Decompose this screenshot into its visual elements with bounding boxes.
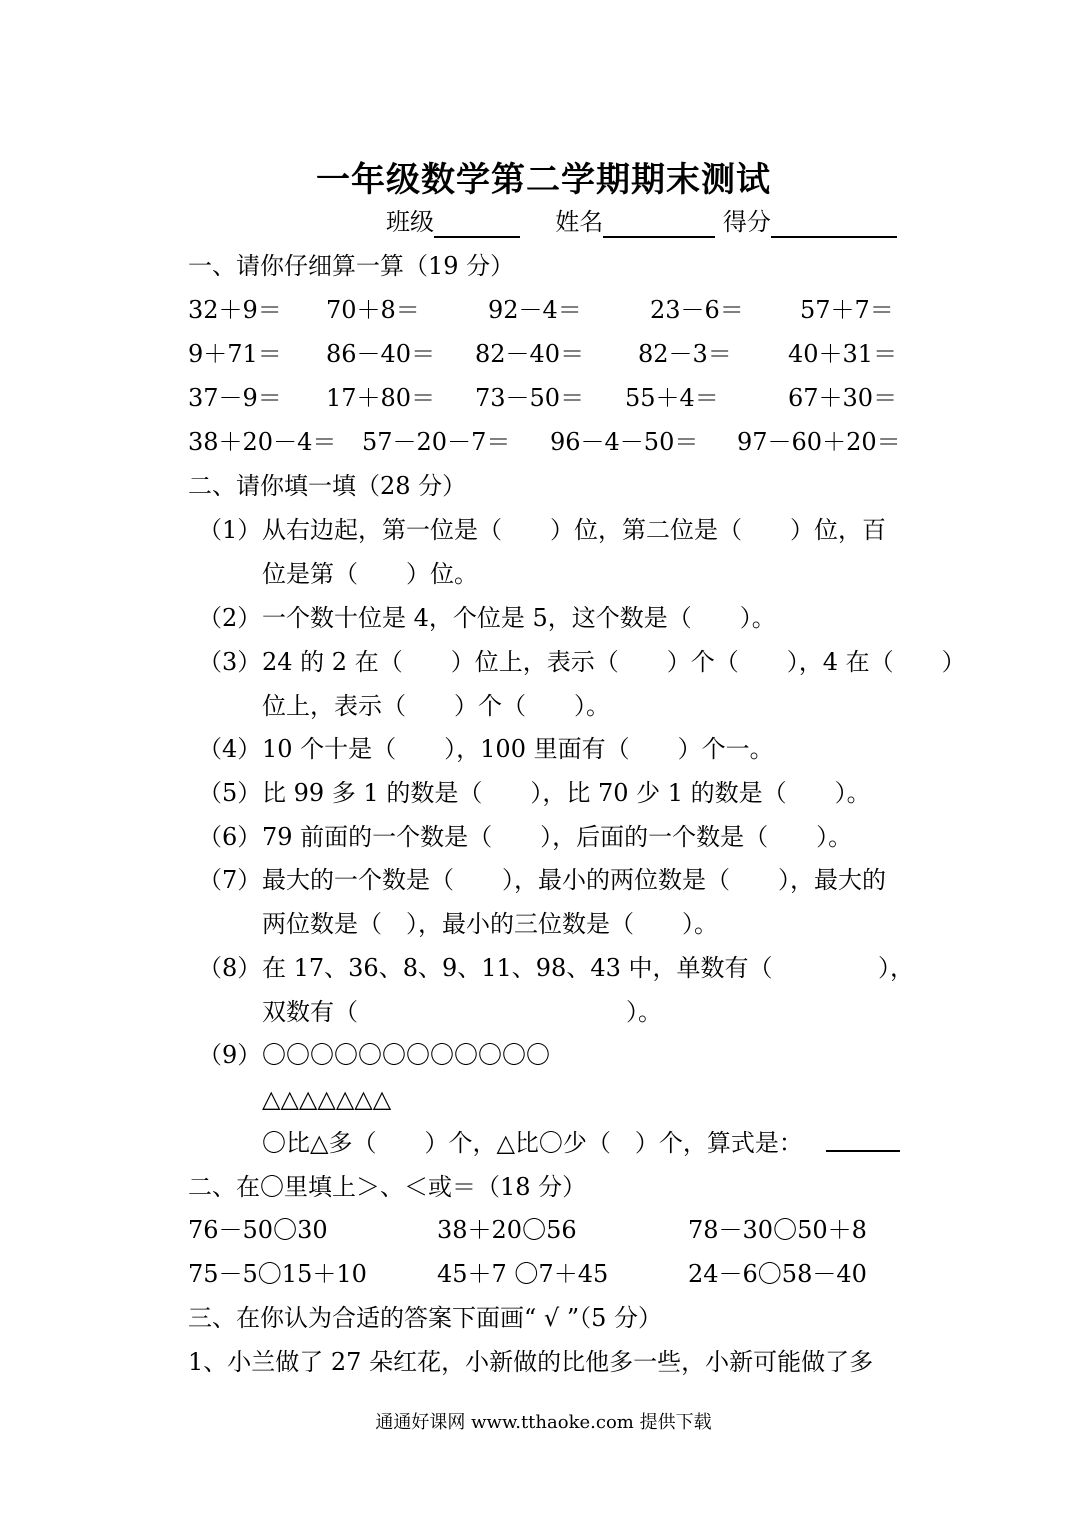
calc-item: 32＋9＝	[188, 296, 282, 324]
question-text: 两位数是（ ），最小的三位数是（ ）。	[262, 910, 718, 938]
calc-item: 73－50＝	[475, 384, 585, 412]
class-label: 班级	[386, 208, 434, 236]
compare-item: 76－50〇30	[188, 1216, 328, 1244]
circles-row: 〇〇〇〇〇〇〇〇〇〇〇〇	[262, 1041, 550, 1069]
calc-item: 9＋71＝	[188, 340, 282, 368]
question-number: （5）	[198, 779, 262, 807]
calc-item: 96－4－50＝	[550, 428, 699, 456]
score-label: 得分	[722, 208, 771, 236]
compare-item: 75－5〇15＋10	[188, 1260, 367, 1288]
calc-item: 37－9＝	[188, 384, 282, 412]
question-text: 比 99 多 1 的数是（ ），比 70 少 1 的数是（ ）。	[262, 779, 871, 807]
paren-close: ），	[878, 954, 914, 982]
page-title: 一年级数学第二学期期末测试	[316, 160, 771, 200]
question-text: 一个数十位是 4，个位是 5，这个数是（ ）。	[262, 604, 776, 632]
section4-heading: 三、在你认为合适的答案下面画“ √ ”（5 分）	[188, 1304, 662, 1332]
calc-item: 23－6＝	[650, 296, 744, 324]
answer-blank[interactable]	[826, 1150, 900, 1152]
calc-item: 57＋7＝	[800, 296, 894, 324]
question-text: 从右边起，第一位是（ ）位，第二位是（ ）位，百	[262, 516, 886, 544]
footer-text: 通通好课网 www.tthaoke.com 提供下载	[375, 1412, 712, 1433]
calc-item: 57－20－7＝	[362, 428, 511, 456]
question-text: 79 前面的一个数是（ ），后面的一个数是（ ）。	[262, 823, 853, 851]
section2-heading: 二、请你填一填（28 分）	[188, 472, 467, 500]
question-number: （1）	[198, 516, 262, 544]
triangles-row: △△△△△△△	[262, 1085, 392, 1113]
calc-item: 86－40＝	[326, 340, 436, 368]
question-text: 最大的一个数是（ ），最小的两位数是（ ），最大的	[262, 866, 886, 894]
question-number: （6）	[198, 823, 262, 851]
question-text: 24 的 2 在（ ）位上，表示（ ）个（ ），4 在（ ）	[262, 648, 966, 676]
calc-item: 67＋30＝	[788, 384, 898, 412]
question-number: （7）	[198, 866, 262, 894]
question-text: 位是第（ ）位。	[262, 560, 478, 588]
calc-item: 38＋20－4＝	[188, 428, 337, 456]
calc-item: 17＋80＝	[326, 384, 436, 412]
name-label: 姓名	[555, 208, 604, 236]
calc-item: 97－60＋20＝	[737, 428, 901, 456]
question-text: 10 个十是（ ），100 里面有（ ）个一。	[262, 735, 774, 763]
compare-item: 78－30〇50＋8	[688, 1216, 867, 1244]
question-text: 1、小兰做了 27 朵红花，小新做的比他多一些，小新可能做了多	[188, 1348, 874, 1376]
question-number: （9）	[198, 1041, 262, 1069]
calc-item: 82－3＝	[638, 340, 732, 368]
calc-item: 82－40＝	[475, 340, 585, 368]
question-number: （3）	[198, 648, 262, 676]
calc-item: 70＋8＝	[326, 296, 420, 324]
info-line	[386, 206, 897, 238]
question-number: （8）	[198, 954, 262, 982]
compare-item: 24－6〇58－40	[688, 1260, 867, 1288]
calc-item: 92－4＝	[488, 296, 582, 324]
question-number: （4）	[198, 735, 262, 763]
question-text: 在 17、36、8、9、11、98、43 中，单数有（	[262, 954, 773, 982]
paren-close: ）。	[626, 998, 662, 1026]
question-text: 双数有（	[262, 998, 358, 1026]
calc-item: 55＋4＝	[625, 384, 719, 412]
calc-item: 40＋31＝	[788, 340, 898, 368]
compare-item: 38＋20〇56	[437, 1216, 577, 1244]
question-number: （2）	[198, 604, 262, 632]
question-text: 位上，表示（ ）个（ ）。	[262, 692, 610, 720]
section1-heading: 一、请你仔细算一算（19 分）	[188, 252, 515, 280]
score-field[interactable]	[771, 212, 897, 238]
question-text: 〇比△多（ ）个，△比〇少（ ）个，算式是：	[262, 1129, 803, 1157]
section3-heading: 二、在〇里填上＞、＜或＝（18 分）	[188, 1173, 587, 1201]
class-field[interactable]	[434, 212, 520, 238]
compare-item: 45＋7 〇7＋45	[437, 1260, 609, 1288]
name-field[interactable]	[603, 212, 715, 238]
